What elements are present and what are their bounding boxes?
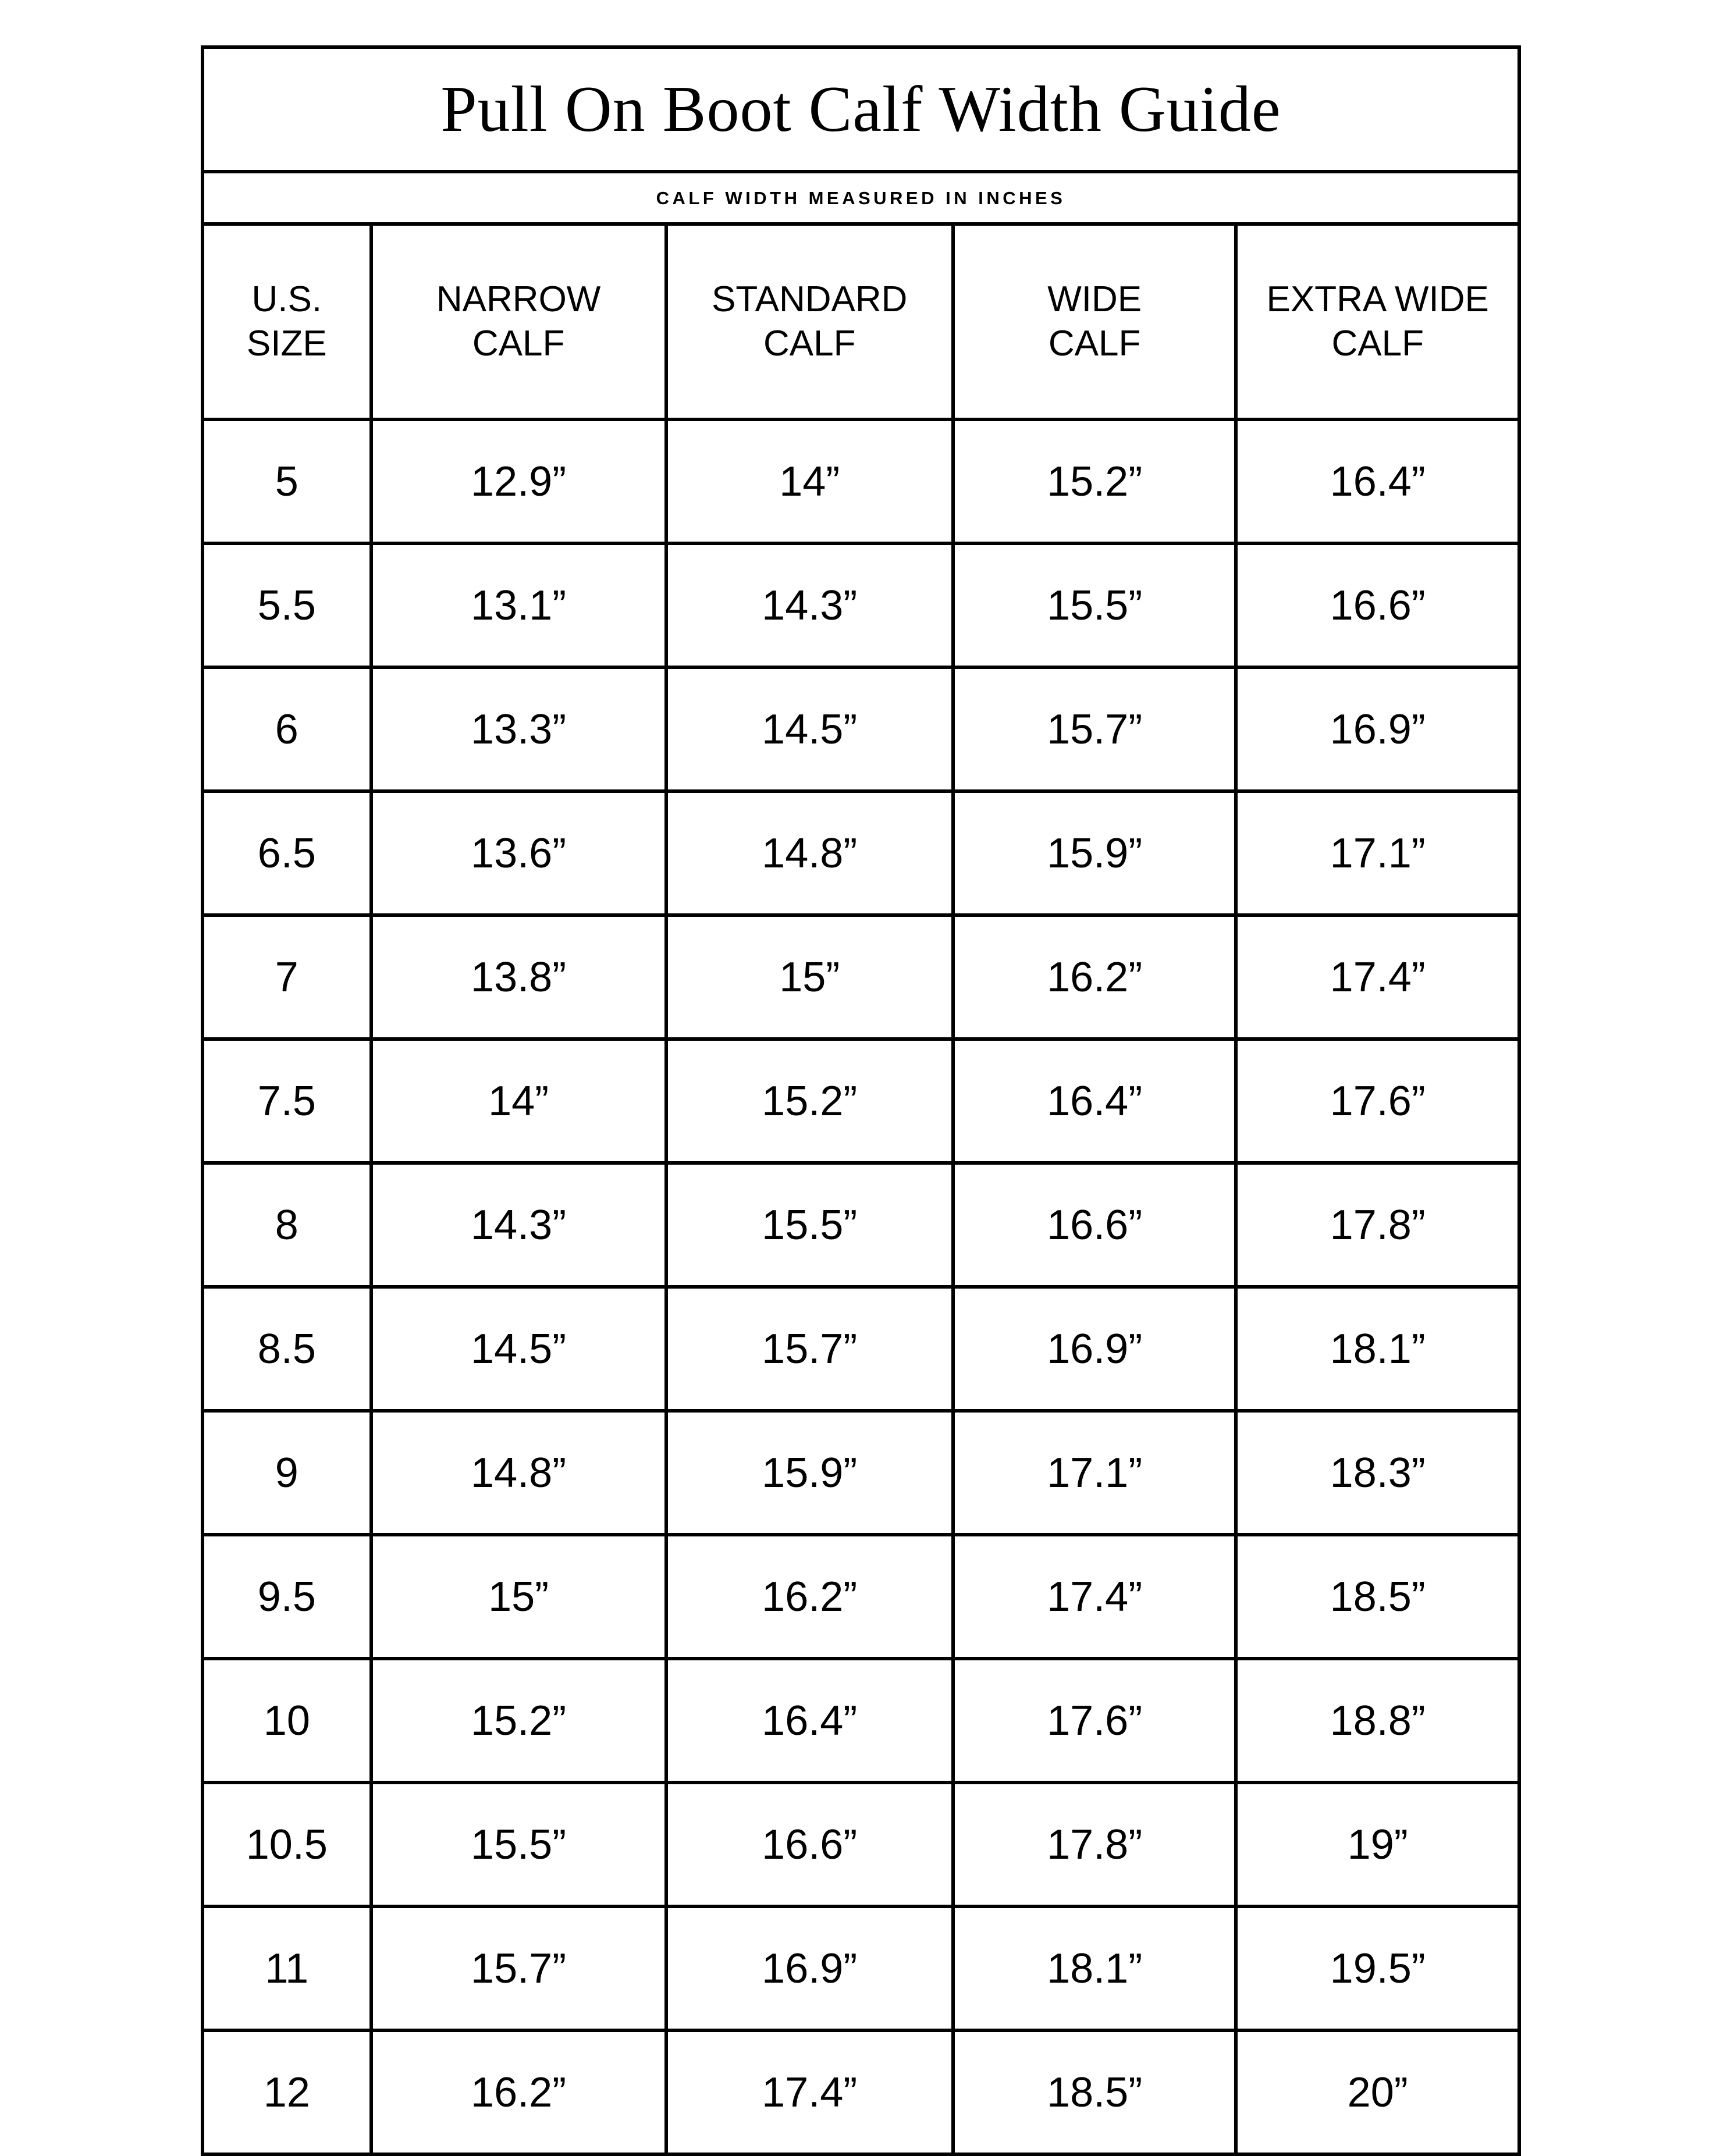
cell-size: 5.5 — [202, 543, 371, 667]
page-title-text: Pull On Boot Calf Width Guide — [440, 73, 1281, 145]
cell-size: 8 — [202, 1163, 371, 1287]
cell-standard: 15” — [666, 915, 953, 1039]
cell-size: 9 — [202, 1411, 371, 1535]
column-header-line2: CALF — [472, 323, 565, 364]
cell-standard: 15.2” — [666, 1039, 953, 1163]
cell-narrow: 13.6” — [371, 791, 666, 915]
cell-narrow: 15.7” — [371, 1906, 666, 2030]
table-row — [202, 667, 1519, 791]
cell-standard: 16.4” — [666, 1659, 953, 1783]
title-row — [202, 47, 1519, 172]
column-header-line2: SIZE — [246, 323, 327, 364]
cell-narrow: 15” — [371, 1535, 666, 1659]
cell-narrow: 15.2” — [371, 1659, 666, 1783]
cell-extra-wide: 18.8” — [1236, 1659, 1519, 1783]
column-header-line1: NARROW — [436, 279, 601, 320]
cell-size: 10 — [202, 1659, 371, 1783]
cell-standard: 14” — [666, 419, 953, 543]
cell-narrow: 14” — [371, 1039, 666, 1163]
column-header-line1: U.S. — [251, 279, 322, 320]
cell-wide: 18.1” — [953, 1906, 1236, 2030]
cell-extra-wide: 19” — [1236, 1783, 1519, 1906]
cell-extra-wide: 18.3” — [1236, 1411, 1519, 1535]
table-row — [202, 1039, 1519, 1163]
cell-size: 12 — [202, 2030, 371, 2154]
cell-wide: 16.9” — [953, 1287, 1236, 1411]
cell-standard: 16.2” — [666, 1535, 953, 1659]
cell-size: 6 — [202, 667, 371, 791]
cell-extra-wide: 18.1” — [1236, 1287, 1519, 1411]
cell-wide: 15.5” — [953, 543, 1236, 667]
column-header-line1: STANDARD — [712, 279, 908, 320]
cell-wide: 18.5” — [953, 2030, 1236, 2154]
cell-wide: 15.7” — [953, 667, 1236, 791]
cell-standard: 14.5” — [666, 667, 953, 791]
page-subtitle — [202, 172, 1519, 224]
table-row — [202, 915, 1519, 1039]
cell-narrow: 16.2” — [371, 2030, 666, 2154]
cell-size: 6.5 — [202, 791, 371, 915]
table-row — [202, 2030, 1519, 2154]
cell-extra-wide: 20” — [1236, 2030, 1519, 2154]
column-header-us-size — [202, 224, 371, 419]
cell-narrow: 13.8” — [371, 915, 666, 1039]
table-row — [202, 543, 1519, 667]
column-header-line1: WIDE — [1047, 279, 1142, 320]
cell-narrow: 14.3” — [371, 1163, 666, 1287]
cell-extra-wide: 16.6” — [1236, 543, 1519, 667]
cell-extra-wide: 18.5” — [1236, 1535, 1519, 1659]
cell-size: 8.5 — [202, 1287, 371, 1411]
table-row — [202, 1535, 1519, 1659]
cell-size: 7 — [202, 915, 371, 1039]
cell-extra-wide: 17.1” — [1236, 791, 1519, 915]
cell-narrow: 15.5” — [371, 1783, 666, 1906]
cell-wide: 17.4” — [953, 1535, 1236, 1659]
cell-narrow: 13.1” — [371, 543, 666, 667]
cell-wide: 16.4” — [953, 1039, 1236, 1163]
cell-standard: 14.8” — [666, 791, 953, 915]
column-header-line2: CALF — [763, 323, 856, 364]
cell-extra-wide: 17.6” — [1236, 1039, 1519, 1163]
cell-extra-wide: 17.4” — [1236, 915, 1519, 1039]
table-row — [202, 419, 1519, 543]
cell-standard: 15.5” — [666, 1163, 953, 1287]
cell-standard: 14.3” — [666, 543, 953, 667]
cell-standard: 15.9” — [666, 1411, 953, 1535]
table-row — [202, 1659, 1519, 1783]
column-header-line2: CALF — [1331, 323, 1424, 364]
table-header-row — [202, 224, 1519, 419]
column-header-wide-calf — [953, 224, 1236, 419]
table-row — [202, 791, 1519, 915]
cell-narrow: 14.5” — [371, 1287, 666, 1411]
cell-wide: 16.6” — [953, 1163, 1236, 1287]
cell-standard: 16.6” — [666, 1783, 953, 1906]
cell-standard: 17.4” — [666, 2030, 953, 2154]
cell-standard: 16.9” — [666, 1906, 953, 2030]
column-header-narrow-calf — [371, 224, 666, 419]
table-row — [202, 1783, 1519, 1906]
table-row — [202, 1287, 1519, 1411]
table-row — [202, 1906, 1519, 2030]
page-title — [202, 47, 1519, 172]
cell-wide: 17.6” — [953, 1659, 1236, 1783]
column-header-line2: CALF — [1048, 323, 1141, 364]
cell-wide: 16.2” — [953, 915, 1236, 1039]
cell-extra-wide: 17.8” — [1236, 1163, 1519, 1287]
table-row — [202, 1163, 1519, 1287]
cell-size: 5 — [202, 419, 371, 543]
cell-wide: 17.8” — [953, 1783, 1236, 1906]
column-header-standard-calf — [666, 224, 953, 419]
subtitle-row — [202, 172, 1519, 224]
cell-narrow: 12.9” — [371, 419, 666, 543]
cell-size: 7.5 — [202, 1039, 371, 1163]
cell-size: 10.5 — [202, 1783, 371, 1906]
cell-wide: 17.1” — [953, 1411, 1236, 1535]
cell-narrow: 14.8” — [371, 1411, 666, 1535]
cell-extra-wide: 16.9” — [1236, 667, 1519, 791]
cell-extra-wide: 19.5” — [1236, 1906, 1519, 2030]
page-subtitle-text: CALF WIDTH MEASURED IN INCHES — [656, 187, 1066, 208]
cell-size: 9.5 — [202, 1535, 371, 1659]
cell-standard: 15.7” — [666, 1287, 953, 1411]
table-row — [202, 1411, 1519, 1535]
cell-wide: 15.2” — [953, 419, 1236, 543]
cell-extra-wide: 16.4” — [1236, 419, 1519, 543]
cell-size: 11 — [202, 1906, 371, 2030]
calf-width-table — [201, 45, 1521, 2156]
column-header-extra-wide-calf — [1236, 224, 1519, 419]
column-header-line1: EXTRA WIDE — [1266, 279, 1489, 320]
cell-narrow: 13.3” — [371, 667, 666, 791]
cell-wide: 15.9” — [953, 791, 1236, 915]
